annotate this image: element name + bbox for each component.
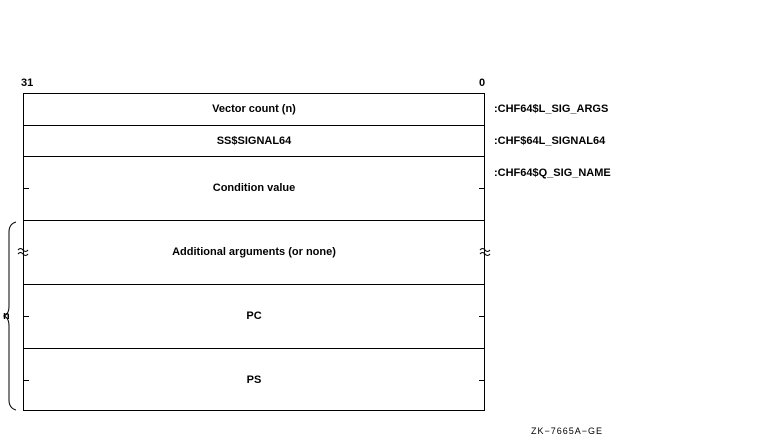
bit-0-label: 0 bbox=[479, 77, 486, 89]
offset-sig-name: :CHF64$Q_SIG_NAME bbox=[494, 167, 611, 179]
brace-label-n: n bbox=[3, 310, 10, 322]
row-vector-count: Vector count (n) bbox=[212, 103, 296, 115]
row-condition-value: Condition value bbox=[212, 182, 296, 194]
row-pc: PC bbox=[246, 310, 262, 322]
figure-id: ZK−7665A−GE bbox=[531, 426, 604, 436]
row-signal64: SS$SIGNAL64 bbox=[216, 135, 292, 147]
offset-sig-args: :CHF64$L_SIG_ARGS bbox=[494, 103, 609, 115]
row-ps: PS bbox=[246, 374, 262, 386]
offset-signal64: :CHF$64L_SIGNAL64 bbox=[494, 135, 606, 147]
bit-31-label: 31 bbox=[21, 77, 34, 89]
row-additional-arguments: Additional arguments (or none) bbox=[172, 246, 336, 258]
